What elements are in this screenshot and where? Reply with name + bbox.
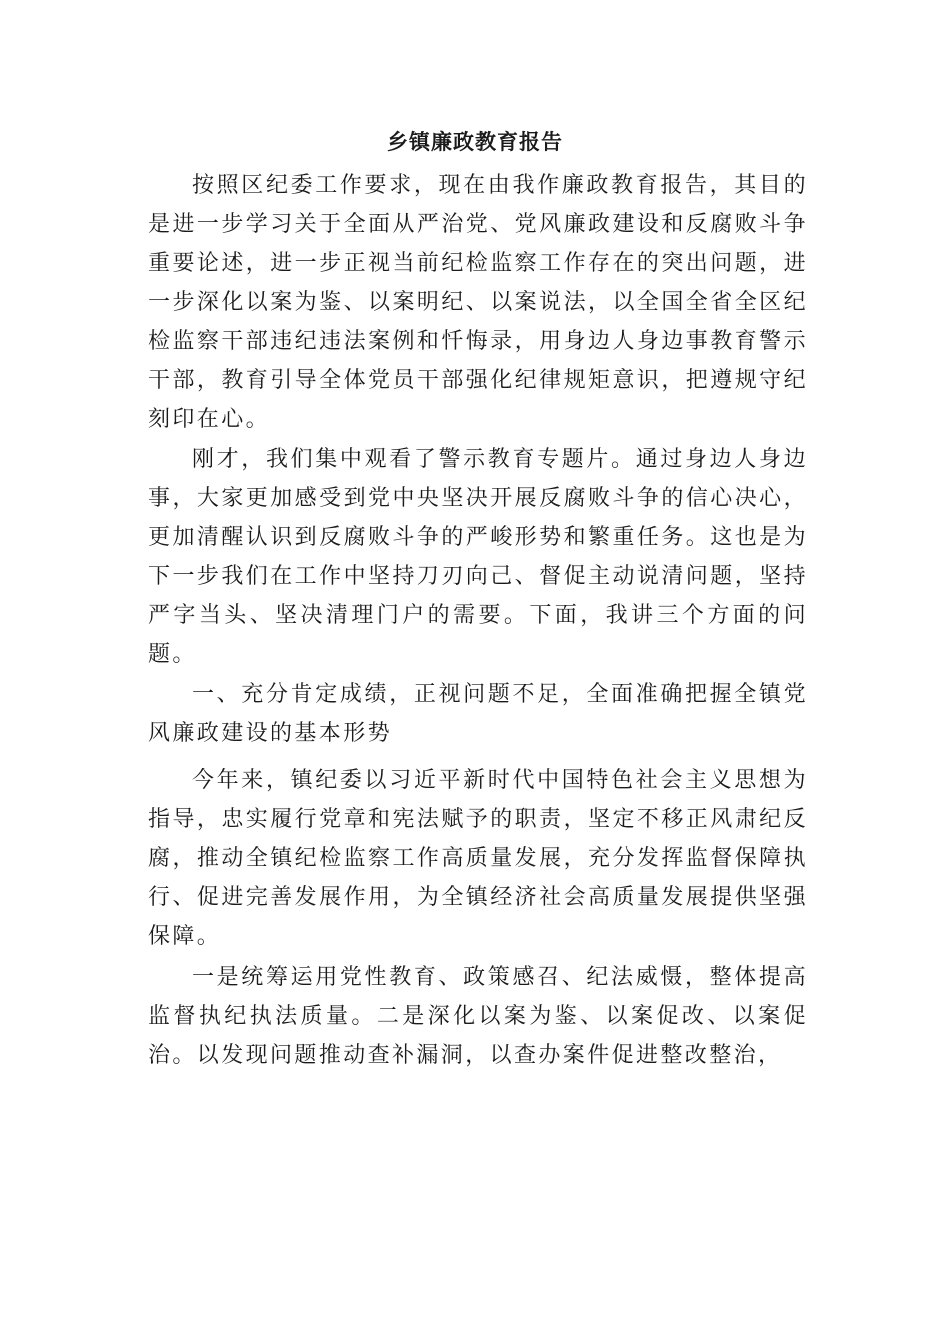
paragraph-achievements: 今年来，镇纪委以习近平新时代中国特色社会主义思想为指导，忠实履行党章和宪法赋予的职责，坚定不移正风肃纪反腐，推动全镇纪检监察工作高质量发展，充分发挥监督保障执行、促进完善发展作用，为全镇经济社会高质量发展提供坚强保障。 bbox=[148, 768, 808, 949]
section-heading-one: 一、充分肯定成绩，正视问题不足，全面准确把握全镇党风廉政建设的基本形势 bbox=[148, 682, 808, 746]
document-title: 乡镇廉政教育报告 bbox=[387, 129, 563, 154]
paragraph-intro: 按照区纪委工作要求，现在由我作廉政教育报告，其目的是进一步学习关于全面从严治党、党风廉政建设和反腐败斗争重要论述，进一步正视当前纪检监察工作存在的突出问题，进一步深化以案为鉴、以案明纪、以案说法，以全国全省全区纪检监察干部违纪违法案例和忏悔录，用身边人身边事教育警示干部，教育引导全体党员干部强化纪律规矩意识，把遵规守纪刻印在心。 bbox=[148, 173, 808, 432]
paragraph-measures: 一是统筹运用党性教育、政策感召、纪法威慑，整体提高监督执纪执法质量。二是深化以案为鉴、以案促改、以案促治。以发现问题推动查补漏洞，以查办案件促进整改整治， bbox=[148, 965, 808, 1068]
paragraph-warning-film: 刚才，我们集中观看了警示教育专题片。通过身边人身边事，大家更加感受到党中央坚决开展反腐败斗争的信心决心，更加清醒认识到反腐败斗争的严峻形势和繁重任务。这也是为下一步我们在工作中坚持刀刃向己、督促主动说清问题，坚持严字当头、坚决清理门户的需要。下面，我讲三个方面的问题。 bbox=[148, 447, 808, 667]
